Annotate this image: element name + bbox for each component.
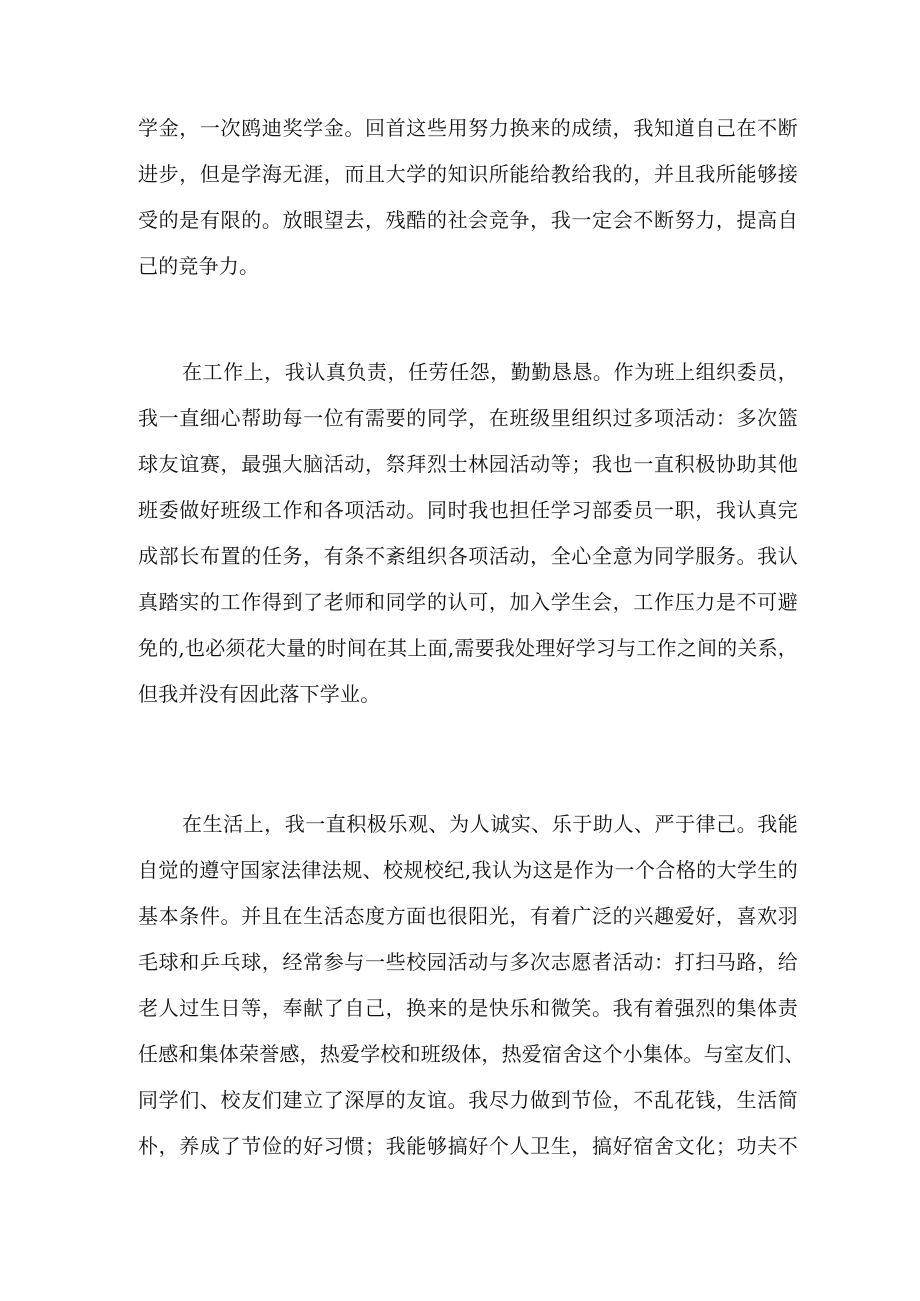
text-line: 在工作上，我认真负责，任劳任怨，勤勤恳恳。作为班上组织委员，: [182, 360, 798, 384]
text-line: 在生活上，我一直积极乐观、为人诚实、乐于助人、严于律己。我能: [182, 812, 798, 836]
text-line: 进步，但是学海无涯，而且大学的知识所能给教给我的，并且我所能够接: [138, 162, 798, 186]
text-line: 己的竞争力。: [138, 254, 260, 278]
text-line: 学金，一次鸥迪奖学金。回首这些用努力换来的成绩，我知道自己在不断: [138, 116, 798, 140]
paragraph-work: [138, 349, 798, 717]
text-line: 基本条件。并且在生活态度方面也很阳光，有着广泛的兴趣爱好，喜欢羽: [138, 904, 798, 928]
text-line: 免的,也必须花大量的时间在其上面,需要我处理好学习与工作之间的关系，: [138, 636, 798, 660]
paragraph-life: [138, 801, 805, 1169]
text-line: 成部长布置的任务，有条不紊组织各项活动，全心全意为同学服务。我认: [138, 544, 798, 568]
text-line: 但我并没有因此落下学业。: [138, 682, 381, 706]
text-line: 朴，养成了节俭的好习惯；我能够搞好个人卫生，搞好宿舍文化；功夫不: [138, 1134, 798, 1158]
text-line: 任感和集体荣誉感，热爱学校和班级体，热爱宿舍这个小集体。与室友们、: [138, 1042, 805, 1066]
text-line: 老人过生日等，奉献了自己，换来的是快乐和微笑。我有着强烈的集体责: [138, 996, 798, 1020]
text-line: 班委做好班级工作和各项活动。同时我也担任学习部委员一职，我认真完: [138, 498, 798, 522]
text-line: 毛球和乒乓球，经常参与一些校园活动与多次志愿者活动：打扫马路，给: [138, 950, 798, 974]
text-line: 球友谊赛，最强大脑活动，祭拜烈士林园活动等；我也一直积极协助其他: [138, 452, 798, 476]
paragraph-scholarship: [138, 105, 798, 289]
text-line: 真踏实的工作得到了老师和同学的认可，加入学生会，工作压力是不可避: [138, 590, 798, 614]
text-line: 受的是有限的。放眼望去，残酷的社会竞争，我一定会不断努力，提高自: [138, 208, 798, 232]
text-line: 我一直细心帮助每一位有需要的同学，在班级里组织过多项活动：多次篮: [138, 406, 798, 430]
text-line: 自觉的遵守国家法律法规、校规校纪,我认为这是作为一个合格的大学生的: [138, 858, 798, 882]
text-line: 同学们、校友们建立了深厚的友谊。我尽力做到节俭，不乱花钱，生活简: [138, 1088, 798, 1112]
